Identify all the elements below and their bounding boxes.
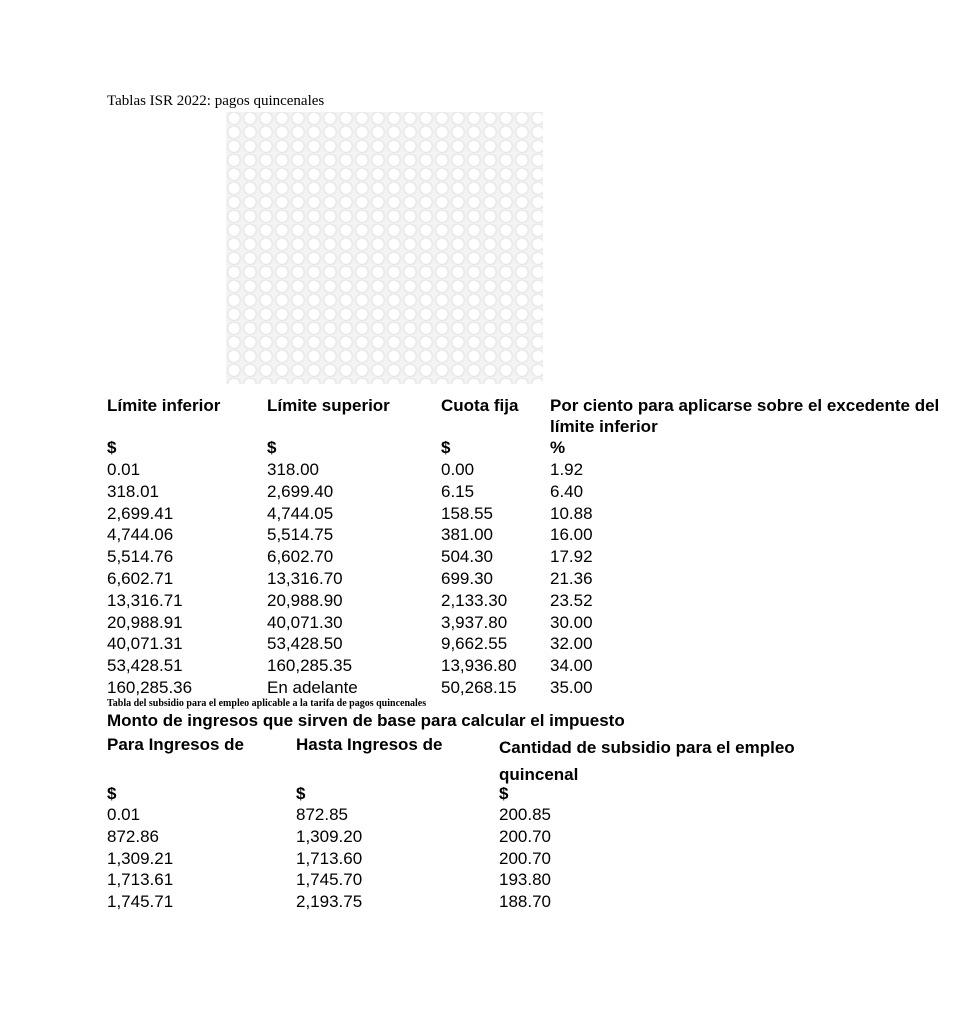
isr-unit-2: $	[441, 438, 451, 457]
subsidy-cell: 193.80	[499, 870, 551, 890]
page-title: Tablas ISR 2022: pagos quincenales	[107, 93, 325, 109]
isr-cell: 40,071.31	[107, 634, 183, 654]
isr-cell: 5,514.76	[107, 547, 174, 567]
isr-header-3: Por ciento para aplicarse sobre el excedente del límite inferior	[550, 396, 940, 436]
isr-cell: 4,744.06	[107, 525, 174, 545]
isr-cell: 40,071.30	[267, 612, 343, 632]
isr-cell: 30.00	[550, 612, 593, 632]
isr-cell: 3,937.80	[441, 612, 508, 632]
subsidy-cell: 1,309.20	[296, 826, 363, 846]
isr-cell: 10.88	[550, 503, 593, 523]
isr-cell: 1.92	[550, 460, 584, 479]
isr-cell: 13,936.80	[441, 656, 517, 676]
isr-cell: 6.40	[550, 481, 584, 501]
isr-unit-3: %	[550, 438, 566, 457]
isr-cell: 158.55	[441, 503, 493, 523]
isr-cell: 381.00	[441, 525, 493, 545]
isr-cell: 0.00	[441, 460, 475, 479]
subsidy-table-heading: Monto de ingresos que sirven de base para calcular el impuesto	[107, 711, 625, 730]
subsidy-cell: 872.86	[107, 826, 159, 846]
subsidy-unit-2: $	[499, 784, 509, 803]
isr-cell: 318.01	[107, 481, 159, 501]
isr-cell: 2,699.40	[267, 481, 334, 501]
isr-cell: 32.00	[550, 634, 593, 654]
isr-cell: 13,316.70	[267, 569, 343, 588]
isr-cell: 20,988.90	[267, 590, 343, 610]
isr-cell: 2,699.41	[107, 503, 174, 523]
subsidy-cell: 1,309.21	[107, 848, 174, 868]
subsidy-unit-0: $	[107, 784, 117, 803]
isr-cell: 23.52	[550, 590, 593, 610]
isr-cell: 50,268.15	[441, 678, 517, 697]
isr-cell: 0.01	[107, 460, 141, 479]
isr-header-1: Límite superior	[267, 396, 390, 415]
isr-unit-1: $	[267, 438, 277, 457]
isr-cell: 21.36	[550, 569, 593, 588]
isr-cell: 20,988.91	[107, 612, 183, 632]
isr-cell: 17.92	[550, 547, 593, 567]
subsidy-cell: 188.70	[499, 892, 551, 912]
isr-cell: 53,428.50	[267, 634, 343, 654]
isr-cell: 2,133.30	[441, 590, 508, 610]
subsidy-header-2: Cantidad de subsidio para el empleo quincenal	[499, 738, 795, 784]
isr-cell: 504.30	[441, 547, 493, 567]
subsidy-cell: 1,745.70	[296, 870, 363, 890]
subsidy-cell: 872.85	[296, 805, 348, 824]
subsidy-header-0: Para Ingresos de	[107, 735, 245, 754]
isr-cell: 4,744.05	[267, 503, 334, 523]
isr-cell: 6,602.70	[267, 547, 334, 567]
isr-cell: 9,662.55	[441, 634, 508, 654]
subsidy-cell: 0.01	[107, 805, 141, 824]
hexagon-pattern-image	[226, 112, 543, 384]
subsidy-cell: 2,193.75	[296, 892, 363, 912]
isr-cell: 5,514.75	[267, 525, 334, 545]
isr-cell: 35.00	[550, 678, 593, 697]
subsidy-cell: 1,713.61	[107, 870, 174, 890]
isr-header-0: Límite inferior	[107, 396, 221, 415]
isr-unit-0: $	[107, 438, 117, 457]
isr-cell: 318.00	[267, 460, 319, 479]
subsidy-header-1: Hasta Ingresos de	[296, 735, 443, 754]
subsidy-unit-1: $	[296, 784, 306, 803]
subsidy-cell: 1,745.71	[107, 892, 174, 912]
isr-cell: 6,602.71	[107, 569, 174, 588]
isr-cell: 160,285.36	[107, 678, 193, 697]
isr-cell: 16.00	[550, 525, 593, 545]
subsidy-table-caption: Tabla del subsidio para el empleo aplicable a la tarifa de pagos quincenales	[107, 698, 427, 709]
subsidy-cell: 1,713.60	[296, 848, 363, 868]
isr-cell: 699.30	[441, 569, 493, 588]
isr-cell: 34.00	[550, 656, 593, 676]
isr-cell: 160,285.35	[267, 656, 353, 676]
isr-cell: 53,428.51	[107, 656, 183, 676]
isr-header-2: Cuota fija	[441, 396, 519, 415]
subsidy-cell: 200.70	[499, 826, 551, 846]
isr-cell: 13,316.71	[107, 590, 183, 610]
isr-cell: En adelante	[267, 678, 358, 697]
isr-cell: 6.15	[441, 481, 475, 501]
subsidy-cell: 200.70	[499, 848, 551, 868]
subsidy-cell: 200.85	[499, 805, 551, 824]
